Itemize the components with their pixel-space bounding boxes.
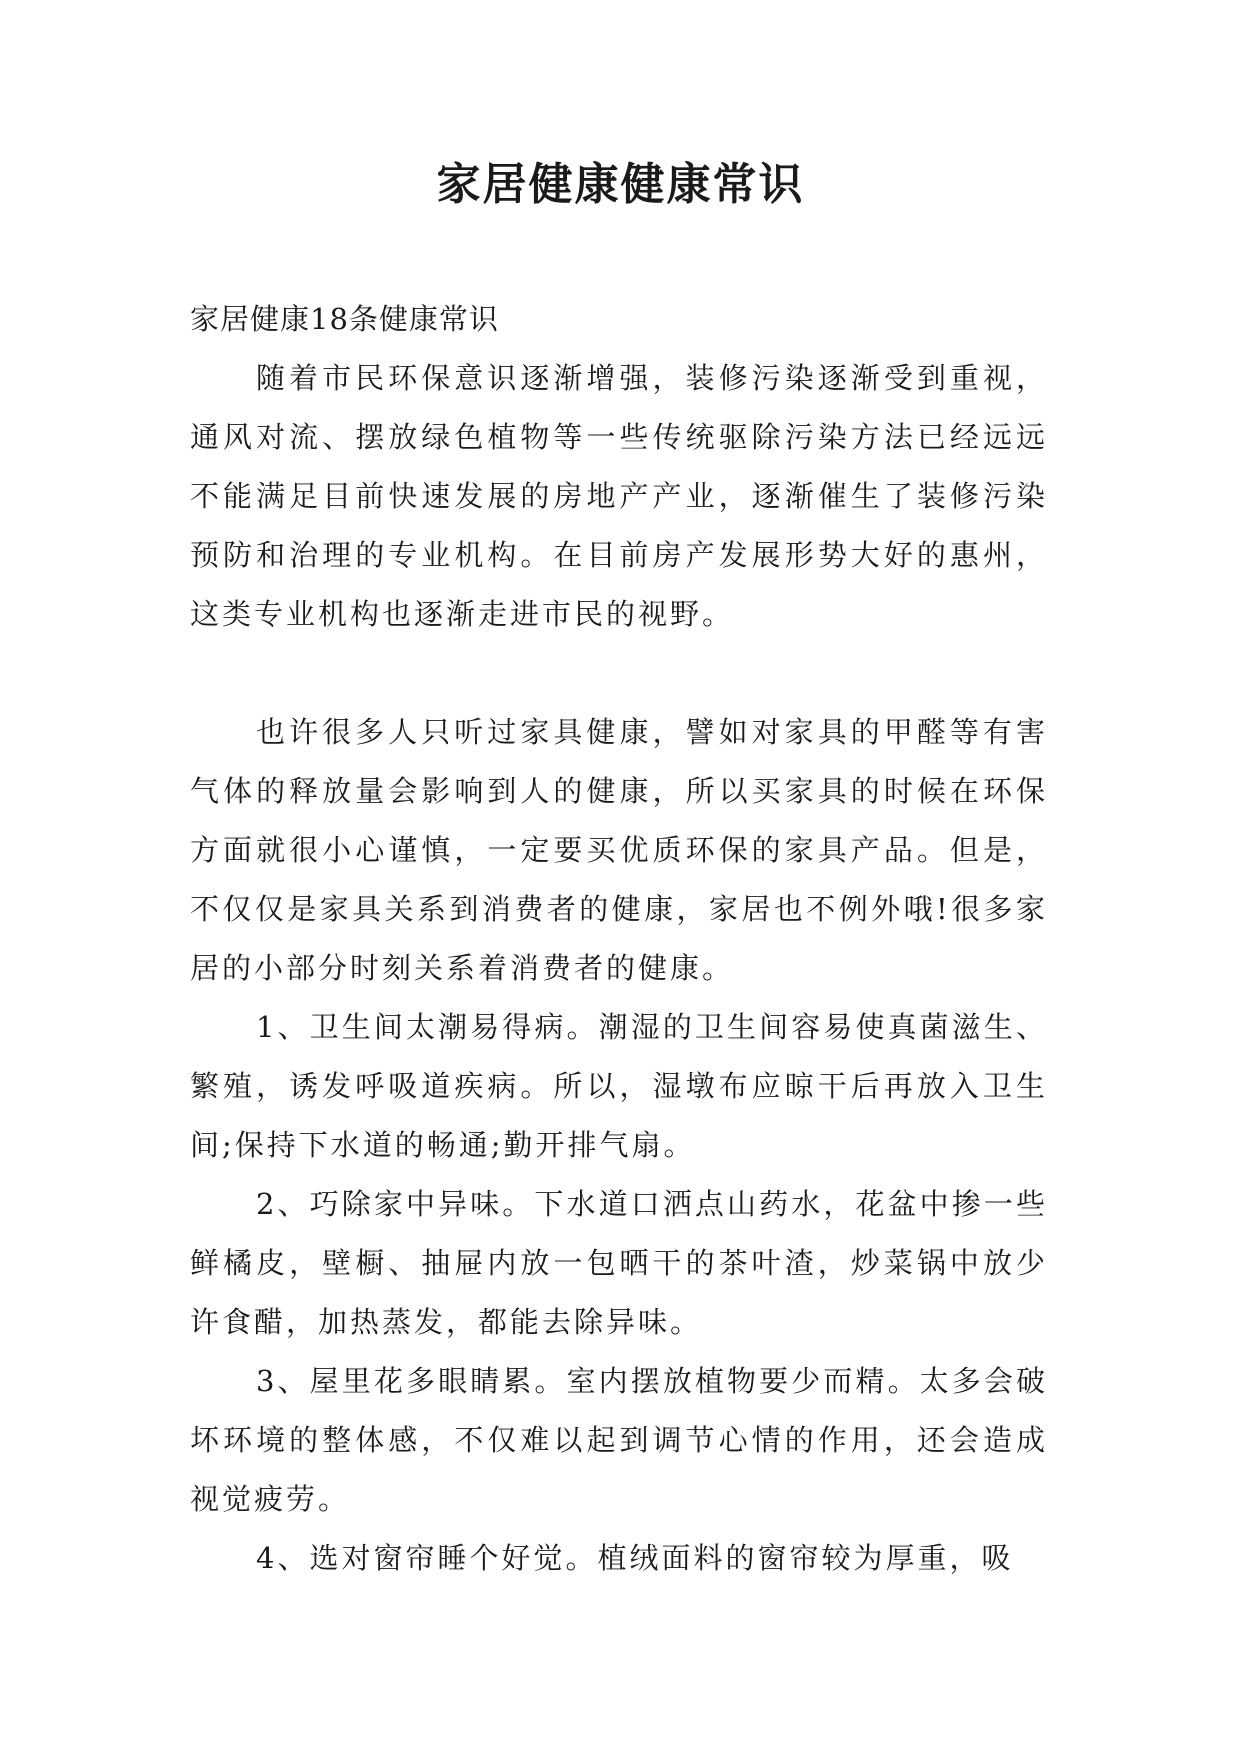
paragraph-intro: 随着市民环保意识逐渐增强，装修污染逐渐受到重视，通风对流、摆放绿色植物等一些传统驱除污染方法已经远远不能满足目前快速发展的房地产产业，逐渐催生了装修污染预防和治理的专业机构。在目前房产发展形势大好的惠州，这类专业机构也逐渐走进市民的视野。 — [190, 361, 1048, 631]
paragraph-spacer — [190, 644, 1048, 703]
paragraph-tip-2: 2、巧除家中异味。下水道口洒点山药水，花盆中掺一些鲜橘皮，壁橱、抽屉内放一包晒干的茶叶渣，炒菜锅中放少许食醋，加热蒸发，都能去除异味。 — [190, 1187, 1048, 1339]
paragraph-furniture-health: 也许很多人只听过家具健康，譬如对家具的甲醛等有害气体的释放量会影响到人的健康，所以买家具的时候在环保方面就很小心谨慎，一定要买优质环保的家具产品。但是，不仅仅是家具关系到消费者的健康，家居也不例外哦!很多家居的小部分时刻关系着消费者的健康。 — [190, 715, 1048, 985]
paragraph-tip-3: 3、屋里花多眼睛累。室内摆放植物要少而精。太多会破坏环境的整体感，不仅难以起到调节心情的作用，还会造成视觉疲劳。 — [190, 1364, 1048, 1516]
document-title: 家居健康健康常识 — [436, 159, 805, 210]
paragraph-tip-1: 1、卫生间太潮易得病。潮湿的卫生间容易使真菌滋生、繁殖，诱发呼吸道疾病。所以，湿墩布应晾干后再放入卫生间;保持下水道的畅通;勤开排气扇。 — [190, 1010, 1048, 1162]
document-body — [190, 290, 1048, 1588]
paragraph-tip-4: 4、选对窗帘睡个好觉。植绒面料的窗帘较为厚重，吸 — [256, 1541, 1014, 1575]
document-subtitle: 家居健康18条健康常识 — [190, 302, 499, 336]
